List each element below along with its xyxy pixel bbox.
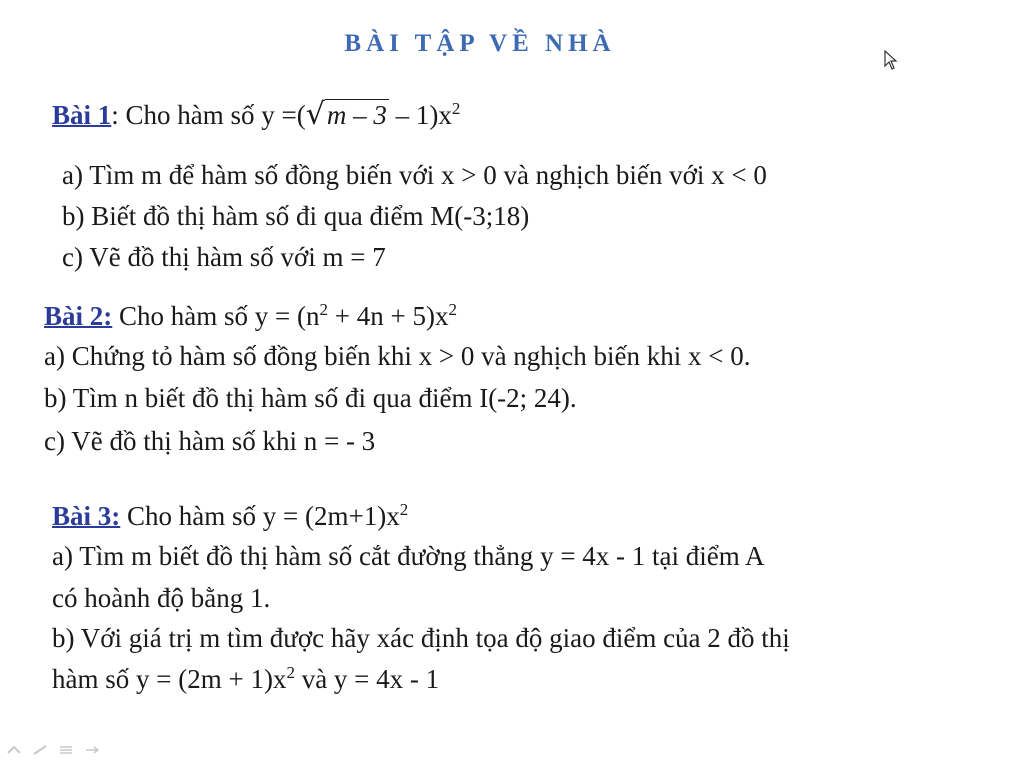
pen-icon[interactable] [32,745,48,755]
slideshow-toolbar [6,745,100,755]
bai3-part-a-line2: có hoành độ bằng 1. [52,583,271,613]
bai2-part-c: c) Vẽ đồ thị hàm số khi n = - 3 [44,426,376,456]
bai2-intro-mid: + 4n + 5)x [328,301,449,331]
bai3-part-b-line1: b) Với giá trị m tìm được hãy xác định tọa độ giao điểm của 2 đồ thị [52,623,790,653]
bai3-b2-exponent: 2 [286,663,295,682]
bai2-heading [44,300,457,331]
bai1-part-a: a) Tìm m để hàm số đồng biến với x > 0 và nghịch biến với x < 0 [62,160,767,190]
sqrt-radicand: m – 3 [326,100,387,130]
page-title: BÀI TẬP VỀ NHÀ [344,30,616,57]
bai3-b2-post: và y = 4x - 1 [294,664,440,694]
highlighter-icon[interactable] [84,745,100,755]
bai1-intro-pre: : Cho hàm số y =( [111,100,306,130]
pointer-icon[interactable] [6,745,22,755]
cursor-icon [884,50,898,70]
sqrt-expression [305,97,389,132]
bai1-part-b: b) Biết đồ thị hàm số đi qua điểm M(-3;18) [62,201,530,231]
menu-icon[interactable] [58,745,74,755]
bai1-label: Bài 1 [52,100,112,130]
bai1-part-c: c) Vẽ đồ thị hàm số với m = 7 [62,242,386,272]
bai2-exponent-2: 2 [448,300,457,319]
bai3-part-b-line2 [52,663,440,694]
bai1-intro-post: – 1)x [388,100,452,130]
bai2-label: Bài 2: [44,301,113,331]
bai3-label: Bài 3: [52,501,121,531]
bai1-exponent: 2 [451,99,461,118]
bai2-part-b: b) Tìm n biết đồ thị hàm số đi qua điểm I(-2; 24). [44,383,577,413]
bai2-intro-pre: Cho hàm số y = (n [112,301,320,331]
bai3-part-a-line1: a) Tìm m biết đồ thị hàm số cắt đường thẳng y = 4x - 1 tại điểm A [52,541,765,571]
bai1-heading [52,97,461,132]
radical-sign: √ [305,97,325,132]
bai3-exponent: 2 [399,500,409,519]
bai3-b2-pre: hàm số y = (2m + 1)x [52,664,287,694]
bai3-heading [52,500,409,531]
bai2-exponent-1: 2 [319,300,328,319]
bai2-part-a: a) Chứng tỏ hàm số đồng biến khi x > 0 và nghịch biến khi x < 0. [44,341,751,371]
bai3-intro-pre: Cho hàm số y = (2m+1)x [120,501,400,531]
